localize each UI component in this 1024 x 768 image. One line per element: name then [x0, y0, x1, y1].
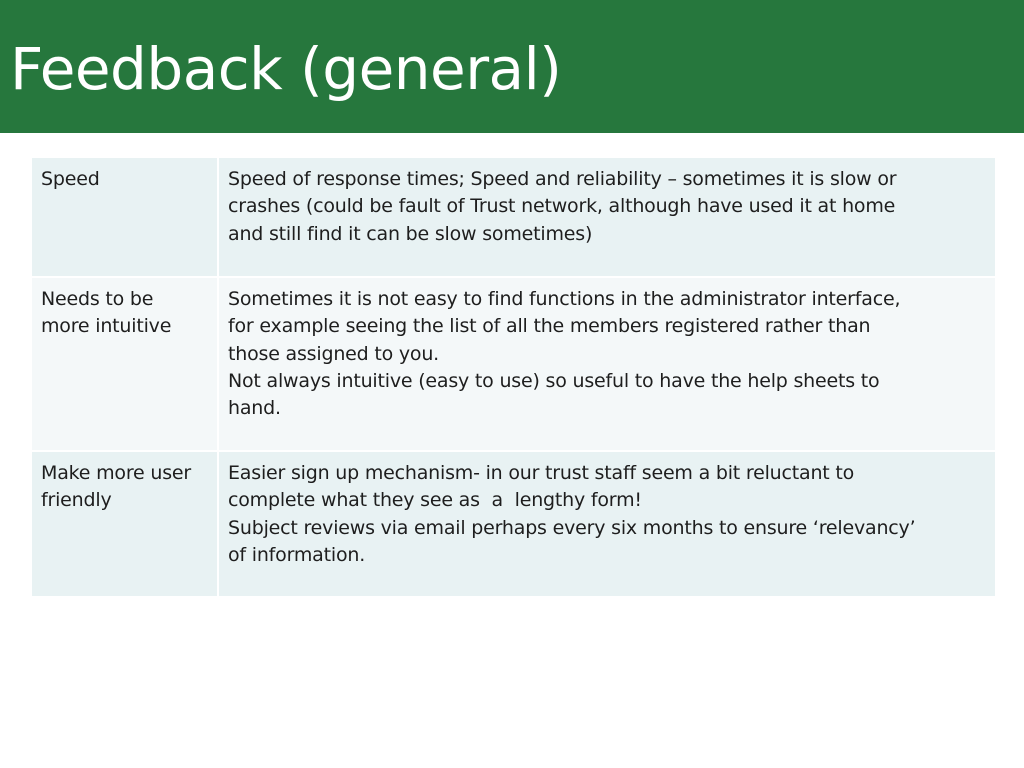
comment-line: for example seeing the list of all the members registered rather than	[228, 315, 871, 338]
comment-line: Speed of response times; Speed and reliability – sometimes it is slow or	[228, 168, 897, 190]
title-bar	[0, 0, 1024, 133]
comment-line: Not always intuitive (easy to use) so useful to have the help sheets to	[228, 369, 880, 392]
feedback-table	[32, 158, 995, 598]
topic-text: more intuitive	[41, 315, 172, 338]
table-row-user-friendly	[32, 451, 995, 597]
comment-line: Easier sign up mechanism- in our trust staff seem a bit reluctant to	[228, 462, 855, 484]
slide-title: Feedback (general)	[10, 35, 562, 103]
topic-text: Make more user	[41, 462, 191, 484]
comment-line: Subject reviews via email perhaps every six months to ensure ‘relevancy’	[228, 516, 916, 539]
topic-cell	[32, 158, 218, 277]
comment-line: hand.	[228, 397, 281, 420]
topic-text: Needs to be	[41, 288, 154, 310]
table-row-intuitive	[32, 277, 995, 451]
comment-line: and still find it can be slow sometimes)	[228, 222, 593, 245]
comment-line: of information.	[228, 543, 366, 566]
comment-line: crashes (could be fault of Trust network, although have used it at home	[228, 195, 896, 218]
comment-line: those assigned to you.	[228, 342, 440, 365]
table-row-speed	[32, 158, 995, 277]
comment-cell	[218, 277, 995, 451]
topic-text: Speed	[41, 168, 100, 190]
topic-cell	[32, 451, 218, 597]
comment-cell	[218, 451, 995, 597]
topic-cell	[32, 277, 218, 451]
topic-text: friendly	[41, 489, 112, 512]
comment-cell	[218, 158, 995, 277]
comment-line: Sometimes it is not easy to find functions in the administrator interface,	[228, 288, 901, 310]
comment-line: complete what they see as a lengthy form!	[228, 489, 642, 512]
